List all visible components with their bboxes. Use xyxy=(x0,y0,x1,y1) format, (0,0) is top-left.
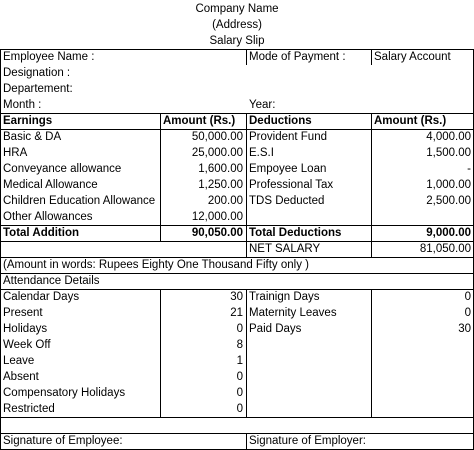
attendance-row xyxy=(0,401,474,417)
deduction-label xyxy=(246,209,371,225)
grid-line xyxy=(0,289,474,290)
attendance-row xyxy=(0,305,474,321)
net-salary-label: NET SALARY xyxy=(249,243,321,255)
earning-label: Conveyance allowance xyxy=(3,163,122,175)
header-row xyxy=(0,17,474,33)
earning-amount: 50,000.00 xyxy=(191,131,243,143)
slip-title: Salary Slip xyxy=(209,35,265,47)
attendance-title-row xyxy=(0,273,474,289)
department-label: Departement: xyxy=(3,83,73,95)
attendance-value: 0 xyxy=(464,291,471,303)
grid-line xyxy=(0,225,474,226)
attendance-label: Holidays xyxy=(3,323,48,335)
attendance-row xyxy=(0,321,474,337)
deductions-amount-header: Amount (Rs.) xyxy=(374,115,447,127)
info-row xyxy=(0,97,474,113)
attendance-label: Paid Days xyxy=(249,323,302,335)
signature-row xyxy=(0,433,474,449)
table-header-row xyxy=(0,113,474,129)
deduction-label: E.S.I xyxy=(249,147,274,159)
attendance-row xyxy=(0,289,474,305)
table-row xyxy=(0,161,474,177)
year-label: Year: xyxy=(249,99,276,111)
company-name: Company Name xyxy=(195,3,279,15)
grid-line xyxy=(371,113,372,257)
deduction-amount: - xyxy=(467,163,471,175)
attendance-label: Calendar Days xyxy=(3,291,80,303)
earnings-amount-header: Amount (Rs.) xyxy=(163,115,236,127)
earnings-header: Earnings xyxy=(3,115,53,127)
deduction-amount xyxy=(371,209,474,225)
earning-label: Other Allowances xyxy=(3,211,93,223)
grid-line xyxy=(160,113,161,241)
earning-label: HRA xyxy=(3,147,28,159)
attendance-value: 0 xyxy=(236,403,243,415)
grid-line xyxy=(0,113,474,114)
deduction-amount: 2,500.00 xyxy=(426,195,471,207)
attendance-row xyxy=(0,353,474,369)
attendance-label: Leave xyxy=(3,355,35,367)
grid-line xyxy=(0,273,474,274)
grid-line xyxy=(0,241,474,242)
header-row xyxy=(0,1,474,17)
earning-label: Medical Allowance xyxy=(3,179,98,191)
info-row xyxy=(0,65,474,81)
grid-line xyxy=(246,289,247,417)
net-salary-amount: 81,050.00 xyxy=(419,243,471,255)
grid-line xyxy=(160,289,161,417)
totals-row xyxy=(0,225,474,241)
attendance-value: 8 xyxy=(236,339,243,351)
mode-of-payment-value: Salary Account xyxy=(374,51,451,63)
deduction-label: Provident Fund xyxy=(249,131,327,143)
grid-line xyxy=(0,129,474,130)
total-deductions-label: Total Deductions xyxy=(249,227,342,239)
deduction-amount: 1,000.00 xyxy=(426,179,471,191)
table-row xyxy=(0,145,474,161)
table-row xyxy=(0,129,474,145)
grid-line xyxy=(246,49,247,65)
earning-amount: 1,250.00 xyxy=(198,179,243,191)
grid-line xyxy=(246,433,247,450)
deduction-label: Professional Tax xyxy=(249,179,334,191)
attendance-title: Attendance Details xyxy=(3,275,100,287)
total-addition-amount: 90,050.00 xyxy=(191,227,243,239)
deduction-amount: 4,000.00 xyxy=(426,131,471,143)
attendance-value: 0 xyxy=(236,371,243,383)
deduction-label: TDS Deducted xyxy=(249,195,325,207)
employee-name-label: Employee Name : xyxy=(3,51,95,63)
earning-amount: 200.00 xyxy=(207,195,243,207)
employer-signature-label: Signature of Employer: xyxy=(249,435,366,447)
amount-in-words: (Amount in words: Rupees Eighty One Thousand Fifty only ) xyxy=(3,259,309,271)
attendance-row xyxy=(0,385,474,401)
earning-amount: 1,600.00 xyxy=(198,163,243,175)
company-address: (Address) xyxy=(212,19,262,31)
attendance-value: 30 xyxy=(458,323,471,335)
deduction-label: Empoyee Loan xyxy=(249,163,327,175)
earning-label: Basic & DA xyxy=(3,131,62,143)
attendance-value: 0 xyxy=(236,323,243,335)
grid-line xyxy=(246,113,247,257)
grid-line xyxy=(371,49,372,65)
grid-line xyxy=(371,289,372,417)
grid-line xyxy=(0,49,474,50)
attendance-value: 0 xyxy=(236,387,243,399)
designation-label: Designation : xyxy=(3,67,71,79)
grid-line xyxy=(0,49,1,450)
attendance-label: Trainign Days xyxy=(249,291,320,303)
table-row xyxy=(0,209,474,225)
earning-label: Children Education Allowance xyxy=(3,195,156,207)
employee-signature-label: Signature of Employee: xyxy=(3,435,123,447)
attendance-value: 21 xyxy=(230,307,243,319)
mode-of-payment-label: Mode of Payment : xyxy=(249,51,346,63)
table-row xyxy=(0,177,474,193)
net-salary-row xyxy=(0,241,474,257)
attendance-label: Week Off xyxy=(3,339,51,351)
attendance-label: Present xyxy=(3,307,43,319)
total-deductions-amount: 9,000.00 xyxy=(426,227,471,239)
attendance-label: Absent xyxy=(3,371,39,383)
header-row xyxy=(0,33,474,49)
attendance-value: 30 xyxy=(230,291,243,303)
earning-amount: 25,000.00 xyxy=(191,147,243,159)
grid-line xyxy=(0,417,474,418)
attendance-label: Maternity Leaves xyxy=(249,307,337,319)
attendance-label: Compensatory Holidays xyxy=(3,387,126,399)
info-row xyxy=(0,49,474,65)
attendance-label: Restricted xyxy=(3,403,55,415)
earning-amount: 12,000.00 xyxy=(191,211,243,223)
attendance-value: 0 xyxy=(464,307,471,319)
grid-line xyxy=(0,433,474,434)
attendance-value: 1 xyxy=(236,355,243,367)
table-row xyxy=(0,193,474,209)
deduction-amount: 1,500.00 xyxy=(426,147,471,159)
deductions-header: Deductions xyxy=(249,115,312,127)
total-addition-label: Total Addition xyxy=(3,227,80,239)
attendance-row xyxy=(0,369,474,385)
attendance-row xyxy=(0,337,474,353)
amount-in-words-row xyxy=(0,257,474,273)
grid-line xyxy=(0,257,474,258)
info-row xyxy=(0,81,474,97)
month-label: Month : xyxy=(3,99,42,111)
